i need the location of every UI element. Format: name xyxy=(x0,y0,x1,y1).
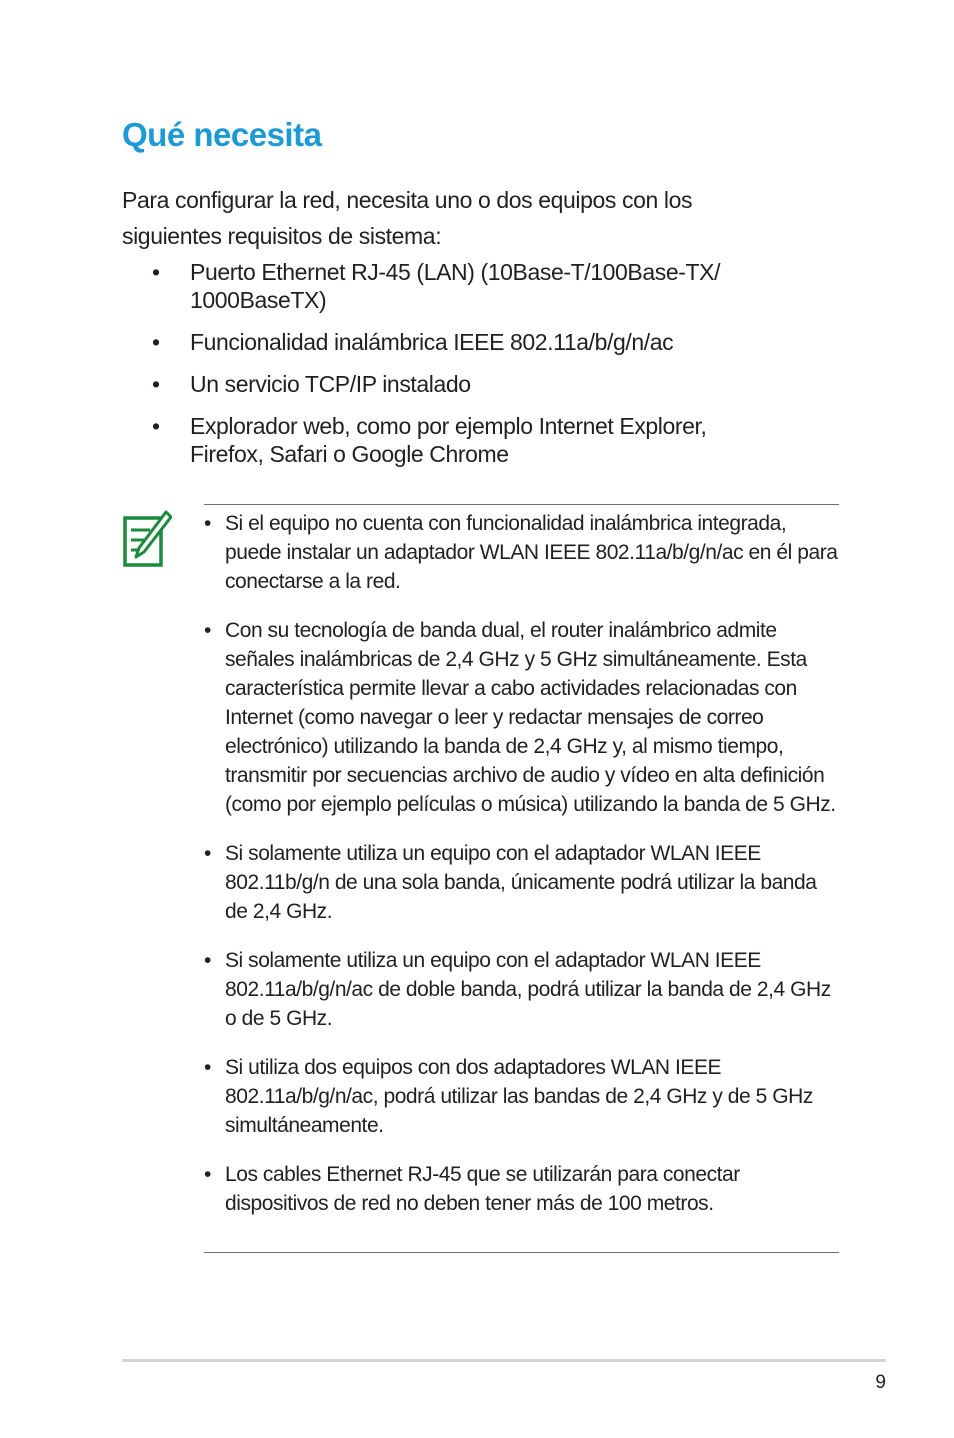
note-text: Con su tecnología de banda dual, el router inalámbrico admite señales inalámbricas de 2,4 GHz y 5 GHz simultáneamente. Esta característica permite llevar a cabo actividades relacionadas con Internet (como navegar o leer y redactar mensajes de correo electrónico) utilizando la banda de 2,4 GHz y, al mismo tiempo, transmitir por secuencias archivo de audio y vídeo en alta definición (como por ejemplo películas o música) utilizando la banda de 5 GHz. xyxy=(225,619,836,816)
bullet: • xyxy=(204,512,211,535)
note-item xyxy=(204,616,844,819)
note-text: Si solamente utiliza un equipo con el adaptador WLAN IEEE 802.11a/b/g/n/ac de doble banda, podrá utilizar la banda de 2,4 GHz o de 5 GHz. xyxy=(225,949,831,1030)
note-pencil-icon xyxy=(122,510,172,568)
note-item xyxy=(204,946,844,1033)
bullet: • xyxy=(204,1056,211,1079)
note-item xyxy=(204,1160,844,1218)
bullet: • xyxy=(204,949,211,972)
bullet: • xyxy=(204,842,211,865)
page-number: 9 xyxy=(875,1372,886,1393)
note-item xyxy=(204,509,844,596)
note-list xyxy=(204,509,844,1238)
intro-paragraph: Para configurar la red, necesita uno o dos equipos con los siguientes requisitos de sistema: xyxy=(122,187,693,249)
bullet: • xyxy=(152,329,160,355)
list-item xyxy=(152,412,772,468)
note-top-divider xyxy=(204,504,839,505)
note-text: Si utiliza dos equipos con dos adaptadores WLAN IEEE 802.11a/b/g/n/ac, podrá utilizar las bandas de 2,4 GHz y de 5 GHz simultáneamente. xyxy=(225,1056,813,1137)
requirement-text: Funcionalidad inalámbrica IEEE 802.11a/b/g/n/ac xyxy=(190,329,674,355)
note-text: Si el equipo no cuenta con funcionalidad inalámbrica integrada, puede instalar un adaptador WLAN IEEE 802.11a/b/g/n/ac en él para conectarse a la red. xyxy=(225,512,838,593)
bullet: • xyxy=(152,413,160,439)
list-item xyxy=(152,370,772,398)
note-item xyxy=(204,839,844,926)
footer-divider xyxy=(122,1359,886,1362)
requirement-text: Puerto Ethernet RJ-45 (LAN) (10Base-T/100Base-TX/ 1000BaseTX) xyxy=(190,259,721,313)
note-text: Si solamente utiliza un equipo con el adaptador WLAN IEEE 802.11b/g/n de una sola banda, únicamente podrá utilizar la banda de 2,4 GHz. xyxy=(225,842,817,923)
bullet: • xyxy=(152,259,160,285)
note-text: Los cables Ethernet RJ-45 que se utilizarán para conectar dispositivos de red no deben tener más de 100 metros. xyxy=(225,1163,740,1215)
requirement-text: Un servicio TCP/IP instalado xyxy=(190,371,471,397)
page-title: Qué necesita xyxy=(122,116,322,153)
list-item xyxy=(152,328,772,356)
bullet: • xyxy=(204,1163,211,1186)
bullet: • xyxy=(204,619,211,642)
requirement-text: Explorador web, como por ejemplo Internet Explorer, Firefox, Safari o Google Chrome xyxy=(190,413,707,467)
list-item xyxy=(152,258,772,314)
requirements-list xyxy=(152,258,772,482)
bullet: • xyxy=(152,371,160,397)
note-bottom-divider xyxy=(204,1252,839,1253)
note-item xyxy=(204,1053,844,1140)
